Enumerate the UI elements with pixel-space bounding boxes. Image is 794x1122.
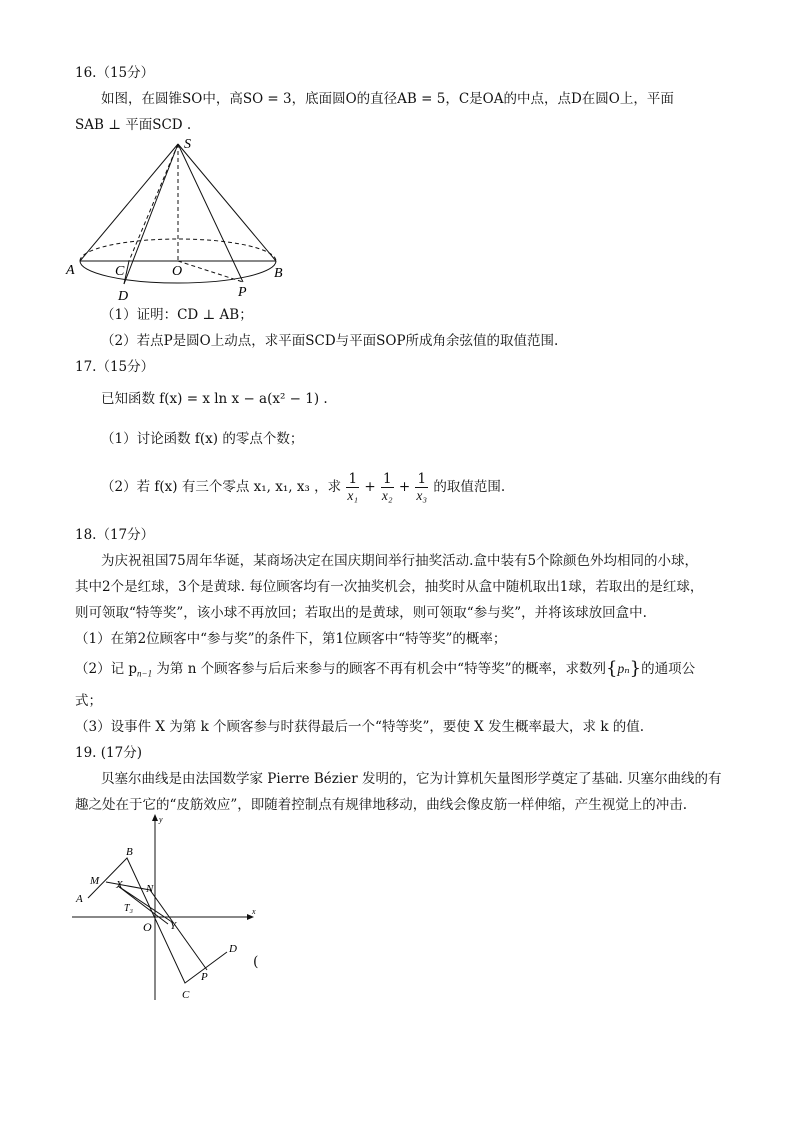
label-p: P bbox=[201, 971, 208, 983]
q16-part2: （2）若点P是圆O上动点，求平面SCD与平面SOP所成角余弦值的取值范围. bbox=[101, 333, 559, 349]
q18-part3: （3）设事件 X 为第 k 个顾客参与时获得最后一个“特等奖”，要使 X 发生概率最大，求 k 的值. bbox=[75, 719, 645, 735]
q18-line2: 其中2个是红球，3个是黄球. 每位顾客均有一次抽奖机会，抽奖时从盒中随机取出1球，若取出的是红球， bbox=[75, 579, 704, 595]
control-polygon bbox=[88, 858, 227, 983]
label-p: P bbox=[238, 285, 247, 300]
q18-part1: （1）在第2位顾客中“参与奖”的条件下，第1位顾客中“特等奖”的概率； bbox=[75, 631, 507, 647]
y-axis-arrow bbox=[152, 814, 158, 821]
q17-part2-text-b: 的取值范围. bbox=[433, 479, 506, 495]
q18-sequence-pn: pₙ bbox=[617, 661, 630, 676]
cone-figure bbox=[60, 132, 300, 304]
segment-op bbox=[178, 261, 243, 282]
label-t3: T₃ bbox=[124, 903, 134, 914]
label-s: S bbox=[184, 137, 191, 152]
q16-header: 16.（15分） bbox=[75, 65, 155, 81]
q19-line1: 贝塞尔曲线是由法国数学家 Pierre Bézier 发明的，它为计算机矢量图形学奠定了基础. 贝塞尔曲线的有 bbox=[101, 771, 722, 787]
plus-sign: + bbox=[398, 479, 411, 495]
label-d: D bbox=[229, 943, 237, 955]
edge-sd bbox=[124, 144, 178, 284]
q18-line1: 为庆祝祖国75周年华诞，某商场决定在国庆期间举行抽奖活动.盒中装有5个除颜色外均相同的小球， bbox=[101, 553, 699, 569]
right-brace: } bbox=[629, 658, 642, 679]
label-d: D bbox=[118, 289, 129, 304]
label-y: Y bbox=[170, 920, 177, 932]
label-o: O bbox=[172, 264, 183, 279]
q18-header: 18.（17分） bbox=[75, 527, 155, 543]
label-n: N bbox=[146, 883, 154, 895]
fraction-1-over-x2: $\frac{1}{\text{x₂}}$ bbox=[381, 471, 393, 503]
q16-intro-line1: 如图，在圆锥SO中，高SO = 3，底面圆O的直径AB = 5，C是OA的中点，点D在圆O上，平面 bbox=[101, 91, 674, 107]
q19-header: 19. (17分) bbox=[75, 745, 142, 761]
q17-header: 17.（15分） bbox=[75, 359, 155, 375]
q18-part2-text-b: 为第 n 个顾客参与后后来参与的顾客不再有机会中“特等奖”的概率，求数列 bbox=[152, 661, 606, 677]
label-a: A bbox=[76, 893, 83, 905]
q17-part2 bbox=[101, 470, 505, 504]
edge-sb bbox=[178, 144, 276, 261]
q18-line3: 则可领取“特等奖”，该小球不再放回；若取出的是黄球，则可领取“参与奖”，并将该球放回盒中. bbox=[75, 605, 647, 621]
fraction-1-over-x1: $\frac{1}{\text{x₁}}$ bbox=[347, 471, 359, 503]
stray-paren: ( bbox=[253, 954, 259, 970]
label-x-axis: x bbox=[252, 907, 256, 916]
edge-sc bbox=[129, 144, 178, 261]
edge-sa bbox=[80, 144, 178, 261]
plus-sign: + bbox=[364, 479, 376, 495]
q17-part2-text-a: （2）若 f(x) 有三个零点 x₁, x₁, x₃ ，求 bbox=[101, 479, 342, 495]
q16-intro-line2: SAB ⊥ 平面SCD . bbox=[75, 117, 192, 133]
q18-part2-text-c: 的通项公 bbox=[641, 661, 696, 677]
q16-part1: （1）证明：CD ⊥ AB； bbox=[101, 307, 253, 323]
q18-part2-cont: 式； bbox=[75, 693, 102, 709]
label-x: X bbox=[116, 879, 123, 891]
q18-part2-text-a: （2）记 p bbox=[75, 661, 138, 677]
label-c: C bbox=[115, 264, 125, 279]
q18-part2-subscript: n−1 bbox=[137, 668, 153, 679]
q19-line2: 趣之处在于它的“皮筋效应”，即随着控制点有规律地移动，曲线会像皮筋一样伸缩，产生视觉上的冲击. bbox=[75, 797, 688, 813]
label-y-axis: y bbox=[159, 815, 163, 824]
fraction-1-over-x3: $\frac{1}{\text{x₃}}$ bbox=[416, 471, 428, 503]
label-m: M bbox=[90, 875, 100, 887]
label-a: A bbox=[66, 263, 75, 278]
bezier-figure bbox=[60, 810, 280, 1010]
q18-part2 bbox=[75, 660, 695, 683]
q17-part1: （1）讨论函数 f(x) 的零点个数； bbox=[101, 431, 304, 447]
segment-mnp bbox=[106, 882, 207, 970]
label-c: C bbox=[182, 989, 190, 1001]
q17-intro: 已知函数 f(x) = x ln x − a(x² − 1) . bbox=[101, 391, 328, 407]
label-b: B bbox=[274, 266, 283, 281]
left-brace: { bbox=[605, 658, 618, 679]
label-b: B bbox=[126, 846, 133, 858]
label-o: O bbox=[143, 920, 152, 934]
